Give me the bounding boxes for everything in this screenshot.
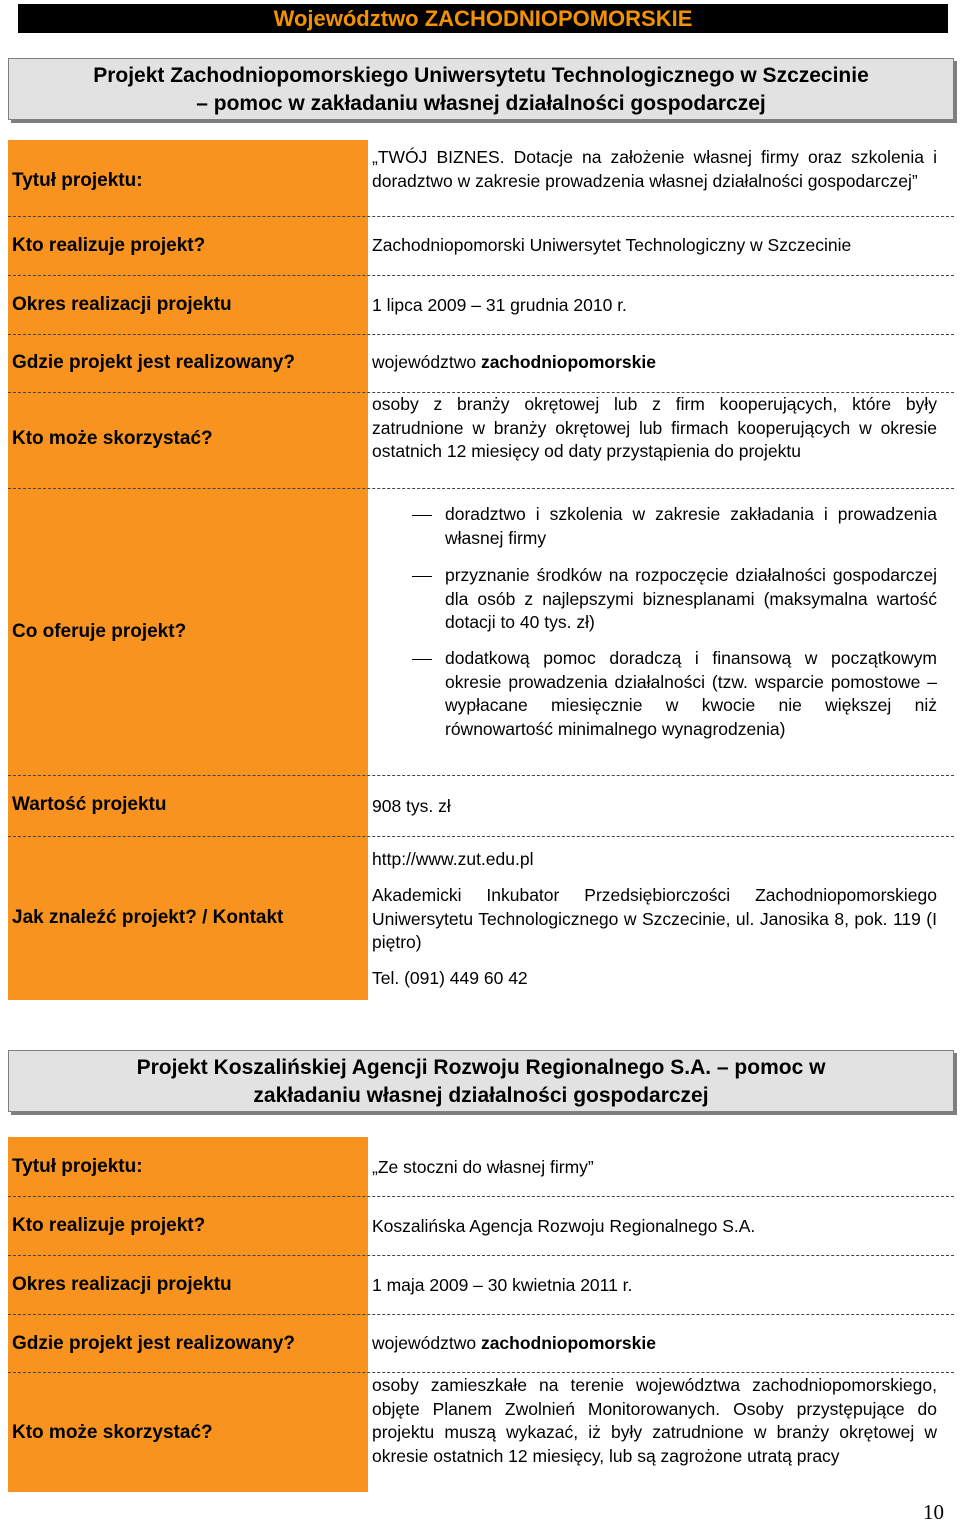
find-label: Jak znaleźć projekt?: [12, 907, 197, 928]
dash-bullet-icon: [412, 659, 432, 660]
p1-address: Akademicki Inkubator Przedsiębiorczości Zachodniopomorskiego Uniwersytetu Technologicznego w Szczecinie, ul. Janosika 8, pok. 119 (I piętro): [372, 885, 937, 952]
p1-value-title: „TWÓJ BIZNES. Dotacje na założenie własnej firmy oraz szkolenia i doradztwo w zakresie prowadzenia własnej działalności gospodarczej”: [372, 147, 937, 191]
project2-title-box: [8, 1050, 954, 1112]
p2-label-title: Tytuł projektu:: [12, 1156, 143, 1177]
p1-value-eligible: osoby z branży okrętowej lub z firm kooperujących, które były zatrudnione w branży okrętowej lub firmach kooperujących w okresie ostatnich 12 miesięcy od daty przystąpienia do projektu: [372, 394, 937, 461]
p1-offer-item-1: doradztwo i szkolenia w zakresie zakładania i prowadzenia własnej firmy: [445, 504, 937, 548]
where-prefix: województwo: [372, 1333, 481, 1353]
where-region: zachodniopomorskie: [480, 1333, 656, 1353]
p1-value-period: 1 lipca 2009 – 31 grudnia 2010 r.: [372, 295, 627, 315]
divider: [8, 775, 954, 776]
p2-value-eligible: osoby zamieszkałe na terenie województwa zachodniopomorskiego, objęte Planem Zwolnień Monitorowanych. Osoby przystępujące do projektu muszą wykazać, iż były zatrudnione w branży okrętowej w okresie ostatnich 12 miesięcy, lub są zagrożone utratą pracy: [372, 1375, 937, 1466]
region-banner: Województwo ZACHODNIOPOMORSKIE: [18, 4, 948, 33]
dash-bullet-icon: [412, 515, 432, 516]
divider: [8, 1255, 954, 1256]
p1-label-eligible: Kto może skorzystać?: [12, 428, 213, 449]
p2-label-period: Okres realizacji projektu: [12, 1274, 232, 1295]
divider: [8, 275, 954, 276]
divider: [8, 488, 954, 489]
p1-offer-item-3: dodatkową pomoc doradczą i finansową w początkowym okresie prowadzenia działalności (tzw. wsparcie pomostowe – wypłacane miesięcznie w kwocie nie większej niż równowartość minimalnego wynagrodzenia): [445, 648, 937, 739]
p1-url[interactable]: http://www.zut.edu.pl: [372, 849, 534, 869]
divider: [8, 1372, 954, 1373]
p1-label-period: Okres realizacji projektu: [12, 294, 232, 315]
divider: [8, 334, 954, 335]
p2-label-who: Kto realizuje projekt?: [12, 1215, 206, 1236]
project1-label-column: [8, 140, 368, 1000]
dash-bullet-icon: [412, 576, 432, 577]
p1-offer-item-2: przyznanie środków na rozpoczęcie działalności gospodarczej dla osób z najlepszymi biznesplanami (maksymalna wartość dotacji to 40 tys. zł): [445, 565, 937, 632]
p1-value-where: [372, 351, 937, 375]
project2-title-line2: zakładaniu własnej działalności gospodarczej: [253, 1084, 709, 1107]
p1-phone: Tel. (091) 449 60 42: [372, 968, 528, 988]
contact-label: / Kontakt: [196, 907, 284, 928]
p1-label-find: [12, 907, 283, 929]
project1-title-line1: Projekt Zachodniopomorskiego Uniwersytetu Technologicznego w Szczecinie: [93, 64, 869, 87]
p2-value-who: Koszalińska Agencja Rozwoju Regionalnego S.A.: [372, 1216, 756, 1236]
p2-value-period: 1 maja 2009 – 30 kwietnia 2011 r.: [372, 1275, 633, 1295]
p2-label-eligible: Kto może skorzystać?: [12, 1422, 213, 1443]
p1-label-value: Wartość projektu: [12, 794, 167, 815]
p2-value-where: [372, 1332, 937, 1356]
divider: [8, 216, 954, 217]
project2-title-line1: Projekt Koszalińskiej Agencji Rozwoju Regionalnego S.A. – pomoc w: [136, 1056, 826, 1079]
project1-title-box: [8, 58, 954, 120]
p1-value-who: Zachodniopomorski Uniwersytet Technologiczny w Szczecinie: [372, 235, 852, 255]
p1-label-offer: Co oferuje projekt?: [12, 621, 187, 642]
where-prefix: województwo: [372, 352, 481, 372]
p1-label-who: Kto realizuje projekt?: [12, 235, 206, 256]
p1-label-title: Tytuł projektu:: [12, 170, 143, 191]
where-region: zachodniopomorskie: [480, 352, 656, 372]
p2-value-title: „Ze stoczni do własnej firmy”: [372, 1157, 594, 1177]
divider: [8, 1314, 954, 1315]
p2-label-where: Gdzie projekt jest realizowany?: [12, 1333, 295, 1354]
divider: [8, 1196, 954, 1197]
p1-value-value: 908 tys. zł: [372, 796, 451, 816]
divider: [8, 836, 954, 837]
page-number: 10: [923, 1500, 944, 1524]
p1-label-where: Gdzie projekt jest realizowany?: [12, 352, 295, 373]
project1-title-line2: – pomoc w zakładaniu własnej działalności gospodarczej: [196, 92, 766, 115]
